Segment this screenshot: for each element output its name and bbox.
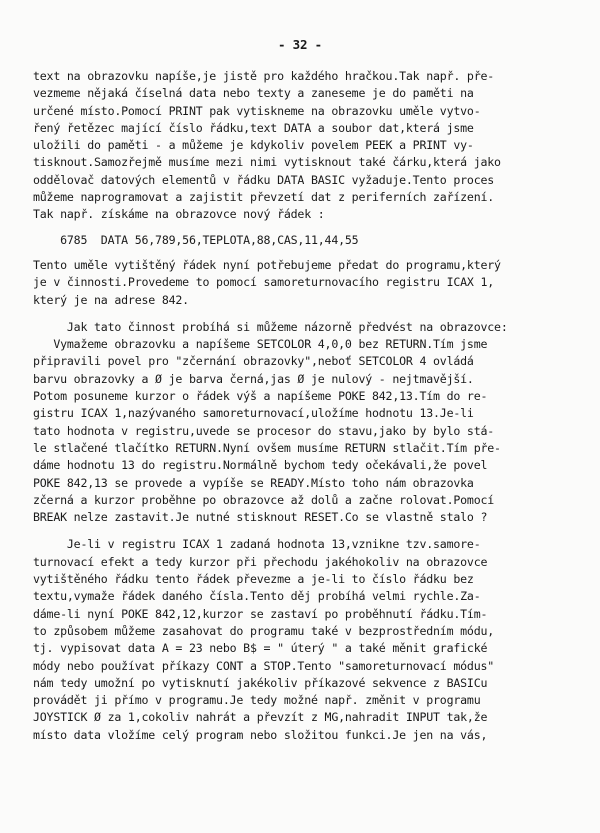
text-line: to způsobem můžeme zasahovat do programu také v bezprostředním módu, bbox=[33, 623, 495, 638]
text-line: řený řetězec mající číslo řádku,text DATA a soubor dat,která jsme bbox=[33, 120, 474, 135]
text-line: text na obrazovku napíše,je jistě pro každého hračkou.Tak např. pře- bbox=[33, 69, 495, 83]
text-line: nám tedy umožní po vytisknutí jakékoliv příkazové sekvence z BASICu bbox=[33, 675, 488, 690]
text-line: textu,vymaže řádek daného čísla.Tento děj probíhá velmi rychle.Za- bbox=[33, 589, 481, 604]
text-line: módy nebo používat příkazy CONT a STOP.Tento "samoreturnovací módus" bbox=[33, 658, 495, 673]
text-line: dáme-li nyní POKE 842,12,kurzor se zastaví po proběhnutí řádku.Tím- bbox=[33, 606, 488, 621]
page-number: - 32 - bbox=[278, 37, 322, 52]
text-line: oddělovač datových elementů v řádku DATA BASIC vyžaduje.Tento proces bbox=[33, 172, 495, 187]
text-line: tj. vypisovat data A = 23 nebo B$ = " úterý " a také měnit grafické bbox=[33, 641, 488, 656]
text-line: který je na adrese 842. bbox=[33, 292, 189, 307]
paragraph-4 bbox=[33, 536, 578, 744]
text-line: je v činnosti.Provedeme to pomocí samoreturnovacího registru ICAX 1, bbox=[33, 275, 495, 290]
text-line: Je-li v registru ICAX 1 zadaná hodnota 13,vznikne tzv.samore- bbox=[33, 537, 481, 552]
text-line: le stlačené tlačítko RETURN.Nyní ovšem musíme RETURN stlačit.Tím pře- bbox=[33, 440, 501, 455]
text-line: provádět ji přímo v programu.Je tedy možné např. změnit v programu bbox=[33, 693, 481, 708]
text-line: barvu obrazovky a Ø je barva černá,jas Ø je nulový - nejtmavější. bbox=[33, 371, 474, 386]
text-line: místo data vložíme celý program nebo složitou funkci.Je jen na vás, bbox=[33, 727, 488, 742]
text-line: uložili do paměti - a můžeme je kdykoliv povelem PEEK a PRINT vy- bbox=[33, 138, 474, 153]
text-line: připravili povel pro "zčernání obrazovky",neboť SETCOLOR 4 ovládá bbox=[33, 354, 474, 369]
text-line: POKE 842,13 se provede a vypíše se READY.Místo toho nám obrazovka bbox=[33, 475, 474, 490]
text-line: Tak např. získáme na obrazovce nový řádek : bbox=[33, 207, 325, 222]
paragraph-2 bbox=[33, 257, 578, 309]
paragraph-3 bbox=[33, 319, 578, 527]
body-text bbox=[33, 68, 578, 744]
text-line: Tento uměle vytištěný řádek nyní potřebujeme předat do programu,který bbox=[33, 257, 501, 272]
text-line: Potom posuneme kurzor o řádek výš a napíšeme POKE 842,13.Tím do re- bbox=[33, 389, 488, 404]
text-line: vytištěného řádku tento řádek převezme a je-li to číslo řádku bez bbox=[33, 572, 474, 587]
text-line: tisknout.Samozřejmě musíme mezi nimi vytisknout také čárku,která jako bbox=[33, 155, 501, 170]
data-statement-line: 6785 DATA 56,789,56,TEPLOTA,88,CAS,11,44,55 bbox=[33, 232, 359, 247]
text-line: určené místo.Pomocí PRINT pak vytiskneme na obrazovku uměle vytvo- bbox=[33, 103, 481, 118]
text-line: Jak tato činnost probíhá si můžeme názorně předvést na obrazovce: bbox=[33, 319, 508, 334]
text-line: vezmeme nějaká číselná data nebo texty a zaneseme je do paměti na bbox=[33, 86, 474, 101]
text-line: turnovací efekt a tedy kurzor při přechodu jakéhokoliv na obrazovce bbox=[33, 554, 488, 569]
text-line: dáme hodnotu 13 do registru.Normálně bychom tedy očekávali,že povel bbox=[33, 458, 488, 473]
text-line: gistru ICAX 1,nazývaného samoreturnovací,uložíme hodnotu 13.Je-li bbox=[33, 406, 474, 421]
text-line: zčerná a kurzor proběhne po obrazovce až dolů a začne rolovat.Pomocí bbox=[33, 492, 495, 507]
text-line: BREAK nelze zastavit.Je nutné stisknout RESET.Co se vlastně stalo ? bbox=[33, 510, 488, 525]
text-line: JOYSTICK Ø za 1,cokoliv nahrát a převzít z MG,nahradit INPUT tak,že bbox=[33, 710, 488, 725]
text-line: můžeme naprogramovat a zajistit převzetí dat z periferních zařízení. bbox=[33, 190, 495, 205]
paragraph-1 bbox=[33, 68, 578, 224]
text-line: Vymažeme obrazovku a napíšeme SETCOLOR 4,0,0 bez RETURN.Tím jsme bbox=[33, 337, 488, 352]
text-line: tato hodnota v registru,uvede se procesor do stavu,jako by bylo stá- bbox=[33, 423, 495, 438]
